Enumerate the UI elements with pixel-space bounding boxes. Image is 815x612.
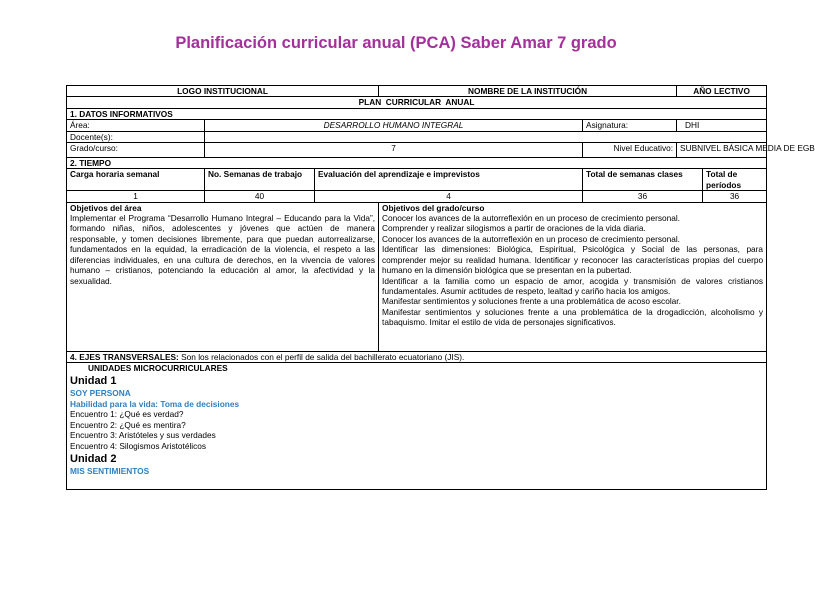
grade-objective-item: Identificar las dimensiones: Biológica, Espiritual, Psicológica y Social de las personas, para comprender mejor su realidad humana. Identificar y reconocer las características propias del cuerpo humano en la dimensión biológica que se presentan en la pubertad. (382, 244, 764, 276)
semanas-trabajo-value: 40 (205, 191, 315, 202)
grado-value: 7 (205, 143, 583, 158)
docente-row (67, 131, 767, 142)
page-title: Planificación curricular anual (PCA) Saber Amar 7 grado (175, 34, 617, 52)
plan-title: PLAN CURRICULAR ANUAL (67, 97, 767, 108)
logo-cell: LOGO INSTITUCIONAL (67, 86, 379, 97)
total-semanas-value: 36 (583, 191, 703, 202)
grade-objective-item: Identificar a la familia como un espacio de amor, acogida y transmisión de valores cristianos fundamentales. Asumir actitudes de respeto, lealtad y cariño hacia los amigos. (382, 275, 764, 296)
header-row (67, 86, 767, 97)
ejes-text: Son los relacionados con el perfil de salida del bachillerato ecuatoriano (JIS). (181, 351, 465, 362)
unit-1-encounter: Encuentro 2: ¿Qué es mentira? (70, 419, 186, 430)
tiempo-heading-row (67, 158, 767, 169)
grado-label: Grado/curso: (67, 143, 205, 158)
ejes-row (67, 351, 767, 362)
grade-objective-item: Manifestar sentimientos y soluciones frente a una problemática de acoso escolar. (382, 296, 681, 307)
carga-horaria-header: Carga horaria semanal (67, 169, 205, 191)
school-year-cell: AÑO LECTIVO (677, 86, 767, 97)
semanas-trabajo-header: No. Semanas de trabajo (205, 169, 315, 191)
grade-objective-item: Manifestar sentimientos y soluciones frente a una problemática de la drogadicción, alcoholismo y tabaquismo. Imitar el estilo de vida de personajes significativos. (382, 306, 764, 328)
plan-row (67, 97, 767, 108)
curriculum-plan-table (66, 85, 815, 490)
docente-value (205, 131, 767, 142)
evaluacion-header: Evaluación del aprendizaje e imprevistos (315, 169, 583, 191)
institution-cell: NOMBRE DE LA INSTITUCIÓN (379, 86, 677, 97)
total-semanas-header: Total de semanas clases (583, 169, 703, 191)
tiempo-header-row (67, 169, 767, 191)
total-periodos-value: 36 (703, 191, 767, 202)
unit-1-encounter: Encuentro 4: Silogismos Aristotélicos (70, 440, 207, 451)
unit-1-skill: Habilidad para la vida: Toma de decisiones (70, 398, 240, 409)
area-row (67, 120, 767, 131)
evaluacion-value: 4 (315, 191, 583, 202)
grade-objective-item: Conocer los avances de la autorreflexión en un proceso de crecimiento personal. (382, 213, 680, 224)
nivel-value: SUBNIVEL BÁSICA MEDIA DE EGB (677, 143, 767, 158)
area-objectives-text: Implementar el Programa “Desarrollo Humano Integral – Educando para la Vida”, formando niñas, niños, adolescentes y jóvenes que actúen de manera responsable, y tomen decisiones libremente, para que puedan autorrealizarse, fundamentados en la equidad, la erradicación de la violencia, el respeto a las diferencias individuales, en una cultura de derechos, en la vivencia de valores humano – cristianos, potenciando la educación al amor, la afectividad y la sexualidad. (70, 213, 376, 286)
area-objectives-heading: Objetivos del área (70, 202, 142, 213)
units-heading: UNIDADES MICROCURRICULARES (88, 363, 228, 374)
area-objectives-cell (67, 202, 379, 351)
area-label: Área: (67, 120, 205, 131)
tiempo-values-row (67, 191, 767, 202)
docente-label: Docente(s): (67, 131, 205, 142)
units-cell (67, 363, 767, 490)
unit-1-encounter: Encuentro 3: Aristóteles y sus verdades (70, 430, 216, 441)
objectives-row (67, 202, 767, 351)
units-row (67, 363, 767, 490)
carga-horaria-value: 1 (67, 191, 205, 202)
grade-objective-item: Conocer los avances de la autorreflexión en un proceso de crecimiento personal. (382, 233, 680, 244)
asignatura-value: DHI (677, 120, 767, 131)
grade-objectives-cell (379, 202, 767, 351)
ejes-cell (67, 351, 767, 362)
grade-objective-item: Comprender y realizar silogismos a partir de oraciones de la vida diaria. (382, 223, 646, 234)
unit-2-subtitle: MIS SENTIMIENTOS (70, 465, 150, 476)
unit-1-title: Unidad 1 (70, 375, 117, 388)
ejes-heading: 4. EJES TRANSVERSALES: (70, 351, 179, 362)
grade-objectives-heading: Objetivos del grado/curso (382, 202, 485, 213)
grado-row (67, 143, 767, 158)
total-periodos-header: Total de períodos (703, 169, 767, 191)
unit-1-subtitle: SOY PERSONA (70, 388, 131, 399)
nivel-label: Nivel Educativo: (583, 143, 677, 158)
area-value: DESARROLLO HUMANO INTEGRAL (205, 120, 583, 131)
asignatura-label: Asignatura: (583, 120, 677, 131)
tiempo-heading: 2. TIEMPO (67, 158, 767, 169)
unit-1-encounter: Encuentro 1: ¿Qué es verdad? (70, 409, 184, 420)
datos-heading: 1. DATOS INFORMATIVOS (67, 108, 767, 119)
datos-heading-row (67, 108, 767, 119)
unit-2-title: Unidad 2 (70, 452, 117, 465)
